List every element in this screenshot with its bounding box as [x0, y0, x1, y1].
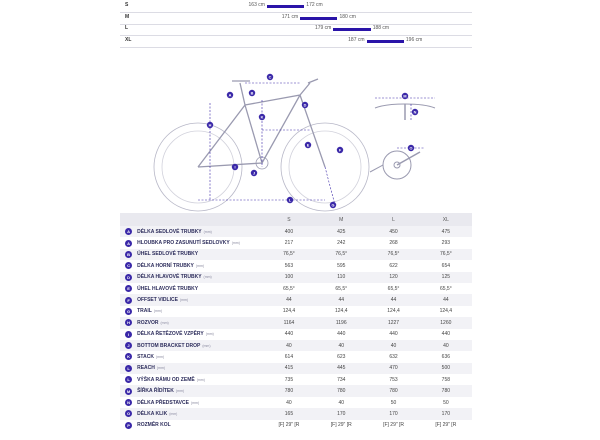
- cockpit-drawing: [365, 90, 455, 200]
- bike-geometry-drawing: [150, 55, 370, 225]
- geometry-value: 753: [389, 376, 398, 383]
- dimension-name: BOTTOM BRACKET DROP: [137, 342, 201, 349]
- dimension-name: ŠÍŘKA ŘÍDÍTEK: [137, 388, 174, 395]
- geometry-row: [120, 237, 472, 248]
- dimension-letter-badge: J: [125, 342, 132, 349]
- geometry-row: [120, 283, 472, 294]
- geometry-value: 614: [284, 353, 294, 360]
- dimension-name: DÉLKA SEDLOVÉ TRUBKY: [137, 228, 202, 235]
- geometry-value: 217: [284, 240, 294, 247]
- dimension-unit: (mm): [231, 241, 240, 246]
- dimension-letter-badge: A: [125, 228, 132, 235]
- svg-text:B: B: [250, 91, 254, 96]
- geometry-value: 440: [284, 331, 294, 338]
- dimension-letter-badge: G: [126, 308, 131, 314]
- dimension-name: TRAIL: [137, 308, 152, 315]
- dimension-name: STACK: [137, 353, 154, 360]
- dimension-badge: [227, 92, 233, 98]
- dimension-letter-badge: I: [125, 331, 132, 338]
- geometry-value: 1227: [387, 319, 400, 326]
- geometry-value: 293: [441, 240, 451, 247]
- geometry-value: 1196: [335, 319, 347, 326]
- geometry-row: [120, 420, 472, 431]
- dimension-unit: (mm): [196, 377, 205, 382]
- dimension-letter-badge: P: [125, 422, 132, 429]
- geometry-row: [120, 374, 472, 385]
- geometry-value: 50: [443, 399, 449, 406]
- dimension-badge: [287, 197, 293, 203]
- height-range-bar: [333, 28, 370, 31]
- geometry-value: 440: [337, 331, 346, 338]
- geometry-value: 636: [441, 353, 451, 360]
- height-max-label: 180 cm: [339, 13, 356, 20]
- svg-text:L: L: [288, 198, 292, 203]
- geometry-value: 1164: [283, 319, 295, 326]
- bike-frame: [198, 81, 325, 170]
- dimension-name: REACH: [137, 365, 155, 372]
- geometry-value: 65,5°: [335, 285, 348, 292]
- size-label: XL: [125, 36, 132, 43]
- dimension-letter-badge: L: [125, 376, 132, 383]
- height-max-label: 188 cm: [372, 25, 390, 31]
- geometry-value: 65,5°: [439, 285, 452, 292]
- dimension-badge: [408, 145, 414, 151]
- geometry-row: [120, 272, 472, 283]
- geometry-value: 500: [441, 365, 451, 372]
- geometry-value: 632: [389, 353, 398, 360]
- height-min-label: 187 cm: [348, 36, 365, 43]
- height-min-label: 179 cm: [314, 25, 332, 31]
- geometry-value: [F] 29" [R: [330, 422, 352, 429]
- size-header: S: [263, 213, 315, 226]
- dimension-letter-badge: L: [125, 365, 132, 372]
- dimension-badge: [302, 102, 308, 108]
- geometry-row: [120, 294, 472, 305]
- svg-text:K: K: [260, 115, 264, 120]
- geometry-value: 780: [441, 388, 451, 395]
- geometry-value: 40: [338, 342, 345, 349]
- geometry-value: 735: [284, 376, 294, 383]
- dimension-badge: [207, 122, 213, 128]
- height-max-label: 196 cm: [405, 36, 423, 43]
- dimension-unit: (mm): [155, 354, 165, 359]
- svg-text:F: F: [338, 148, 342, 153]
- rider-size-chart: [120, 0, 472, 47]
- geometry-value: 440: [441, 331, 451, 338]
- svg-text:N: N: [413, 110, 417, 115]
- geometry-value: 780: [284, 388, 294, 395]
- geometry-value: 44: [338, 297, 345, 304]
- geometry-row: [120, 249, 472, 260]
- geometry-value: 40: [286, 342, 292, 349]
- dimension-name: OFFSET VIDLICE: [137, 297, 178, 304]
- svg-text:M: M: [403, 94, 407, 99]
- geometry-value: 65,5°: [387, 285, 400, 292]
- svg-text:I: I: [234, 165, 236, 170]
- geometry-value: 563: [284, 262, 294, 269]
- geometry-value: 415: [284, 365, 294, 372]
- dimension-badge: [259, 114, 265, 120]
- geometry-value: 40: [338, 399, 345, 406]
- geometry-value: 622: [389, 262, 398, 269]
- dimension-name: ÚHEL SEDLOVÉ TRUBKY: [137, 251, 199, 258]
- dimension-unit: (mm): [153, 309, 162, 314]
- dimension-badge: [249, 90, 255, 96]
- geometry-row: [120, 363, 472, 374]
- geometry-row: [120, 385, 472, 396]
- size-chart-row: [120, 1, 472, 13]
- svg-text:G: G: [331, 203, 335, 208]
- height-min-label: 171 cm: [281, 13, 299, 20]
- geometry-value: 170: [441, 410, 451, 417]
- size-header: L: [367, 213, 419, 226]
- geometry-value: 758: [441, 376, 451, 383]
- height-min-label: 163 cm: [248, 2, 265, 8]
- dimension-letter-badge: D: [125, 274, 132, 281]
- dimension-letter-badge: H: [125, 319, 132, 326]
- dimension-unit: (mm): [169, 411, 178, 416]
- geometry-value: 76,5°: [439, 251, 452, 258]
- geometry-value: 44: [286, 297, 292, 304]
- geometry-value: 734: [337, 376, 346, 383]
- dimension-badge: [337, 147, 343, 153]
- svg-text:E: E: [306, 143, 310, 148]
- geometry-value: 40: [443, 342, 449, 349]
- geometry-value: 1260: [440, 319, 452, 326]
- geometry-row: [120, 351, 472, 362]
- dimension-unit: (mm): [160, 320, 169, 325]
- geometry-row: [120, 260, 472, 271]
- dimension-unit: (mm): [202, 343, 211, 348]
- dimension-letter-badge: E: [125, 285, 132, 292]
- dimension-unit: (mm): [203, 275, 212, 280]
- geometry-value: 170: [337, 410, 346, 417]
- geometry-value: 440: [389, 331, 398, 338]
- dimension-letter-badge: C: [125, 262, 132, 269]
- dimension-badge: [267, 74, 273, 80]
- geometry-value: 242: [337, 240, 346, 247]
- geometry-value: [F] 29" [R: [383, 422, 405, 429]
- dimension-unit: (mm): [195, 263, 205, 268]
- geometry-row: [120, 317, 472, 328]
- geometry-value: 124,4: [387, 308, 400, 315]
- height-range-bar: [367, 40, 404, 43]
- dimension-badge: [402, 93, 408, 99]
- size-chart-row: [120, 36, 472, 48]
- geometry-value: 40: [390, 342, 397, 349]
- dimension-letter-badge: F: [125, 297, 132, 304]
- geometry-value: 475: [441, 228, 451, 235]
- geometry-row: [120, 408, 472, 419]
- geometry-row: [120, 340, 472, 351]
- geometry-value: 40: [286, 399, 292, 406]
- geometry-value: 445: [337, 365, 346, 372]
- geometry-value: 44: [443, 297, 449, 304]
- height-max-label: 172 cm: [306, 2, 323, 8]
- height-range-bar: [300, 17, 337, 20]
- geometry-value: 470: [389, 365, 398, 372]
- dimension-name: ROZVOR: [137, 319, 159, 326]
- dimension-letter-badge: K: [125, 353, 132, 360]
- geometry-table: [120, 213, 472, 431]
- size-chart-row: [120, 13, 472, 25]
- geometry-value: 110: [337, 274, 346, 281]
- svg-text:A: A: [228, 93, 232, 98]
- svg-text:D: D: [303, 103, 307, 108]
- geometry-value: 595: [337, 262, 346, 269]
- svg-text:C: C: [268, 75, 272, 80]
- dimension-letter-badge: A: [125, 240, 132, 247]
- geometry-value: 450: [389, 228, 398, 235]
- geometry-value: 124,4: [439, 308, 453, 315]
- geometry-value: 124,4: [334, 308, 348, 315]
- geometry-value: 654: [441, 262, 451, 269]
- dimension-unit: (mm): [179, 298, 189, 303]
- size-label: L: [125, 25, 129, 31]
- geometry-value: 44: [390, 297, 397, 304]
- geometry-value: 100: [284, 274, 294, 281]
- height-range-bar: [267, 5, 304, 8]
- geometry-value: 76,5°: [283, 251, 295, 258]
- size-chart-row: [120, 24, 472, 36]
- geometry-value: 120: [389, 274, 398, 281]
- geometry-value: [F] 29" [R: [278, 422, 300, 429]
- dimension-unit: (mm): [190, 400, 200, 405]
- geometry-value: 76,5°: [387, 251, 400, 258]
- dimension-unit: (mm): [175, 389, 185, 394]
- geometry-value: 780: [337, 388, 346, 395]
- geometry-row: [120, 397, 472, 408]
- geometry-row: [120, 329, 472, 340]
- svg-text:H: H: [208, 123, 212, 128]
- geometry-value: 400: [284, 228, 294, 235]
- dimension-name: DÉLKA HLAVOVÉ TRUBKY: [137, 274, 202, 281]
- geometry-table-header: [120, 213, 472, 226]
- geometry-row: [120, 306, 472, 317]
- dimension-name: HLOUBKA PRO ZASUNUTÍ SEDLOVKY: [137, 240, 230, 247]
- svg-text:J: J: [252, 171, 256, 176]
- dimension-letter-badge: N: [125, 399, 132, 406]
- dimension-name: DÉLKA HORNÍ TRUBKY: [137, 262, 194, 269]
- dimension-unit: (mm): [156, 366, 166, 371]
- dimension-name: DÉLKA PŘEDSTAVCE: [137, 399, 189, 406]
- dimension-badge: [330, 202, 336, 208]
- geometry-value: 76,5°: [335, 251, 348, 258]
- geometry-value: 50: [390, 399, 397, 406]
- geometry-value: 425: [337, 228, 346, 235]
- dimension-badge: [305, 142, 311, 148]
- dimension-badge: [412, 109, 418, 115]
- geometry-row: [120, 226, 472, 237]
- dimension-name: VÝŠKA RÁMU OD ZEMĚ: [137, 376, 195, 383]
- dimension-name: DÉLKA ŘETĚZOVÉ VZPĚRY: [137, 331, 204, 338]
- dimension-name: ROZMĚR KOL: [137, 422, 171, 429]
- size-header: M: [315, 213, 367, 226]
- geometry-value: 124,4: [282, 308, 296, 315]
- geometry-value: 268: [389, 240, 398, 247]
- dimension-badge: [232, 164, 238, 170]
- geometry-value: 165: [284, 410, 294, 417]
- dimension-letter-badge: B: [125, 251, 132, 258]
- geometry-value: 780: [389, 388, 398, 395]
- geometry-value: 125: [441, 274, 451, 281]
- geometry-value: 65,5°: [283, 285, 295, 292]
- size-label: S: [125, 2, 129, 8]
- geometry-value: [F] 29" [R: [435, 422, 457, 429]
- dimension-name: DÉLKA KLIK: [137, 410, 168, 417]
- dimension-letter-badge: O: [126, 411, 131, 417]
- geometry-value: 170: [389, 410, 398, 417]
- size-label: M: [125, 13, 130, 20]
- dimension-name: ÚHEL HLAVOVÉ TRUBKY: [137, 285, 199, 292]
- dimension-unit: (mm): [205, 332, 214, 337]
- dimension-letter-badge: M: [126, 388, 131, 394]
- dimension-unit: (mm): [203, 229, 212, 234]
- geometry-value: 623: [337, 353, 346, 360]
- svg-text:O: O: [409, 146, 413, 151]
- dimension-badge: [251, 170, 257, 176]
- size-header: XL: [420, 213, 472, 226]
